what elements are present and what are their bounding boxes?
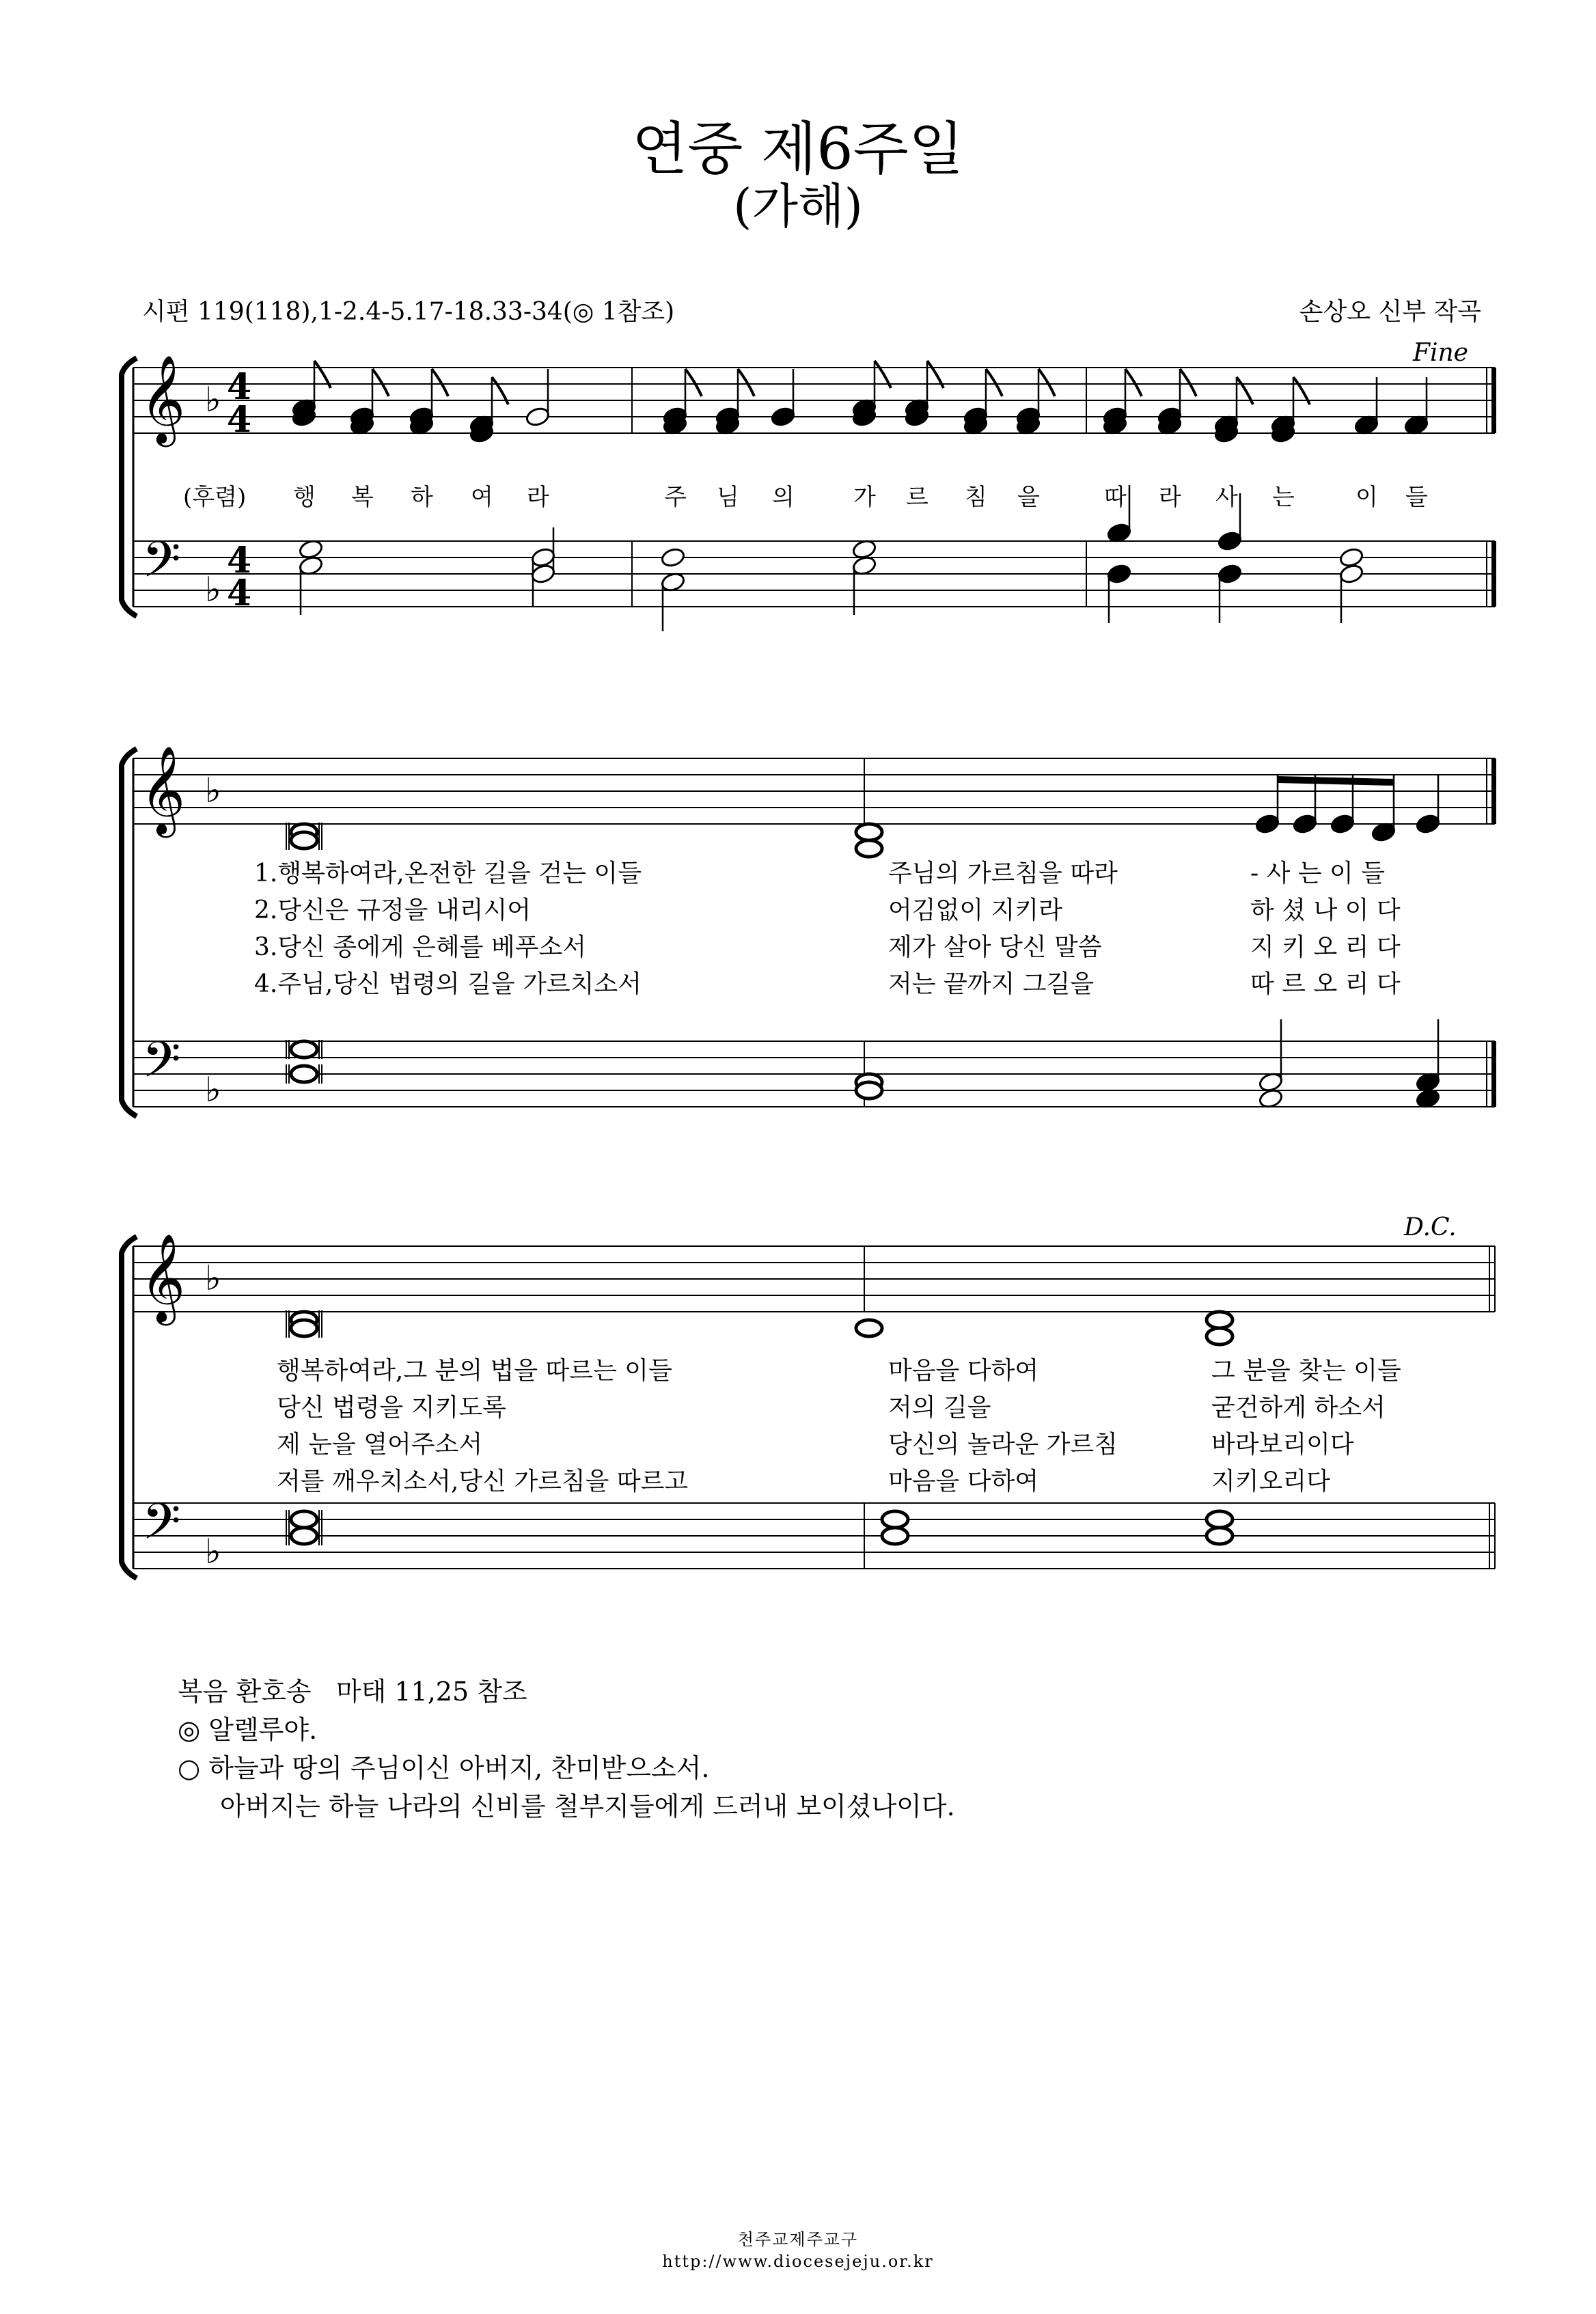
verse-line-part: 3.당신 종에게 은혜를 베푸소서	[254, 933, 586, 961]
system-bracket	[122, 1237, 137, 1578]
refrain-syllable: 여	[471, 484, 493, 511]
flag	[1125, 369, 1142, 396]
acclamation-reference: 마태 11,25 참조	[335, 1677, 527, 1707]
refrain-syllable: 님	[717, 484, 739, 511]
notehead	[1415, 813, 1441, 835]
verse-line-part: 제가 살아 당신 말씀	[888, 933, 1102, 961]
final-barline	[1491, 368, 1496, 433]
whole-note	[856, 1320, 882, 1336]
verse-line-part: 저는 끝까지 그길을	[888, 970, 1095, 998]
verse-line-part: 굳건하게 하소서	[1211, 1394, 1386, 1422]
refrain-syllable: 을	[1017, 484, 1040, 511]
treble-clef: 𝄞	[140, 745, 186, 834]
key-signature-flat: ♭	[205, 1258, 221, 1298]
beam	[1278, 776, 1394, 786]
notehead	[1106, 563, 1132, 585]
fine-mark: Fine	[1413, 339, 1468, 367]
verse-line-part: 마음을 다하여	[888, 1468, 1039, 1496]
verse-line-part: 지키오리다	[1211, 1468, 1330, 1496]
whole-note	[856, 840, 882, 857]
verse-line-part: 주님의 가르침을 따라	[888, 859, 1118, 887]
psalm-reference: 시편 119(118),1-2.4-5.17-18.33-34(◎ 1참조)	[142, 298, 675, 326]
whole-note	[1207, 1328, 1233, 1345]
refrain-syllable: 이	[1356, 484, 1378, 511]
flag	[1180, 369, 1196, 396]
verse-line-part: - 사 는 이 들	[1250, 859, 1386, 887]
refrain-syllable: 라	[527, 484, 549, 511]
verse-line-part: 그 분을 찾는 이들	[1211, 1357, 1401, 1385]
notehead	[1338, 563, 1364, 585]
refrain-syllable: 사	[1215, 484, 1238, 511]
refrain-syllable: 는	[1272, 484, 1295, 511]
whole-note	[291, 1320, 317, 1336]
verse-line-part: 하 셨 나 이 다	[1250, 896, 1401, 924]
refrain-syllable: 들	[1405, 484, 1428, 511]
notehead	[1338, 547, 1364, 568]
refrain-syllable: 가	[853, 484, 876, 511]
acclamation-heading: 복음 환호송	[178, 1677, 312, 1707]
flag	[986, 369, 1002, 396]
key-signature-flat: ♭	[205, 570, 221, 609]
notehead	[660, 547, 686, 568]
whole-note	[882, 1528, 908, 1544]
composer-credit: 손상오 신부 작곡	[1299, 298, 1481, 326]
verse-line-part: 어김없이 지키라	[888, 896, 1062, 924]
verse-line-part: 마음을 다하여	[888, 1357, 1039, 1385]
refrain-syllable: 행	[293, 484, 316, 511]
notehead	[1217, 563, 1243, 585]
notehead	[530, 547, 556, 568]
whole-note	[1207, 1312, 1233, 1328]
page-subtitle: (가해)	[733, 178, 863, 234]
whole-note	[291, 1066, 317, 1082]
acclamation-verse-line-1: ○ 하늘과 땅의 주님이신 아버지, 찬미받으소서.	[178, 1753, 710, 1783]
refrain-syllable: 따	[1104, 484, 1127, 511]
notehead	[525, 406, 551, 428]
flag	[372, 369, 389, 396]
whole-note	[856, 824, 882, 840]
verse-line-part: 저의 길을	[888, 1394, 991, 1422]
refrain-syllable: 침	[965, 484, 987, 511]
time-signature-top: 4	[227, 540, 252, 581]
time-signature-bottom: 4	[227, 573, 252, 614]
key-signature-flat: ♭	[205, 1070, 221, 1110]
notehead	[1217, 530, 1243, 552]
footer-org: 천주교제주교구	[737, 2230, 859, 2249]
dc-mark: D.C.	[1404, 1213, 1457, 1241]
verse-line-part: 행복하여라,그 분의 법을 따르는 이들	[277, 1357, 672, 1385]
whole-note	[291, 832, 317, 849]
treble-clef: 𝄞	[140, 1233, 186, 1322]
final-barline	[1491, 1041, 1496, 1107]
flag	[738, 369, 754, 396]
whole-note	[291, 1511, 317, 1528]
notehead	[1254, 813, 1280, 835]
refrain-syllable: 주	[664, 484, 687, 511]
notehead	[1292, 813, 1318, 835]
bass-clef: 𝄢	[142, 1492, 181, 1562]
refrain-syllable: 하	[411, 484, 433, 511]
notehead	[530, 563, 556, 585]
notehead	[1330, 813, 1356, 835]
system-bracket	[122, 749, 137, 1116]
verse-line-part: 지 키 오 리 다	[1250, 933, 1401, 961]
verse-line-part: 제 눈을 열어주소서	[277, 1431, 483, 1459]
final-barline	[1491, 758, 1496, 824]
verse-line-part: 저를 깨우치소서,당신 가르침을 따르고	[277, 1468, 689, 1496]
bass-clef: 𝄢	[142, 1030, 181, 1101]
refrain-syllable: 르	[906, 484, 928, 511]
whole-note	[856, 1082, 882, 1099]
final-barline	[1491, 541, 1496, 607]
verse-line-part: 당신의 놀라운 가르침	[888, 1431, 1118, 1459]
bass-clef: 𝄢	[142, 530, 181, 601]
whole-note	[1207, 1511, 1233, 1528]
key-signature-flat: ♭	[205, 1532, 221, 1571]
footer-url: http://www.diocesejeju.or.kr	[662, 2252, 934, 2271]
whole-note	[882, 1511, 908, 1528]
system-bracket	[122, 358, 137, 616]
verse-line-part: 따 르 오 리 다	[1250, 970, 1401, 998]
time-signature-top: 4	[227, 366, 252, 408]
whole-note	[1207, 1528, 1233, 1544]
footer	[0, 2229, 1596, 2272]
flag	[432, 369, 448, 396]
flag	[685, 369, 702, 396]
acclamation-response: ◎ 알렐루야.	[178, 1715, 318, 1745]
verse-line-part: 4.주님,당신 법령의 길을 가르치소서	[254, 970, 642, 998]
key-signature-flat: ♭	[205, 380, 221, 419]
refrain-label: (후렴)	[183, 484, 247, 511]
verse-line-part: 당신 법령을 지키도록	[277, 1394, 506, 1422]
verse-line-part: 2.당신은 규정을 내리시어	[254, 896, 531, 924]
flag	[1038, 369, 1055, 396]
verse-line-part: 바라보리이다	[1211, 1431, 1354, 1459]
refrain-syllable: 의	[772, 484, 795, 511]
refrain-syllable: 라	[1159, 484, 1181, 511]
time-signature-bottom: 4	[227, 399, 252, 441]
whole-note	[291, 1041, 317, 1058]
verse-line-part: 1.행복하여라,온전한 길을 걷는 이들	[254, 859, 642, 887]
treble-clef: 𝄞	[140, 355, 186, 443]
gospel-acclamation	[178, 1672, 955, 1826]
page-title: 연중 제6주일	[632, 115, 964, 182]
notehead	[770, 406, 796, 428]
key-signature-flat: ♭	[205, 771, 221, 810]
whole-note	[291, 1528, 317, 1544]
refrain-syllable: 복	[351, 484, 374, 511]
acclamation-verse-line-2: 아버지는 하늘 나라의 신비를 철부지들에게 드러내 보이셨나이다.	[220, 1791, 955, 1821]
